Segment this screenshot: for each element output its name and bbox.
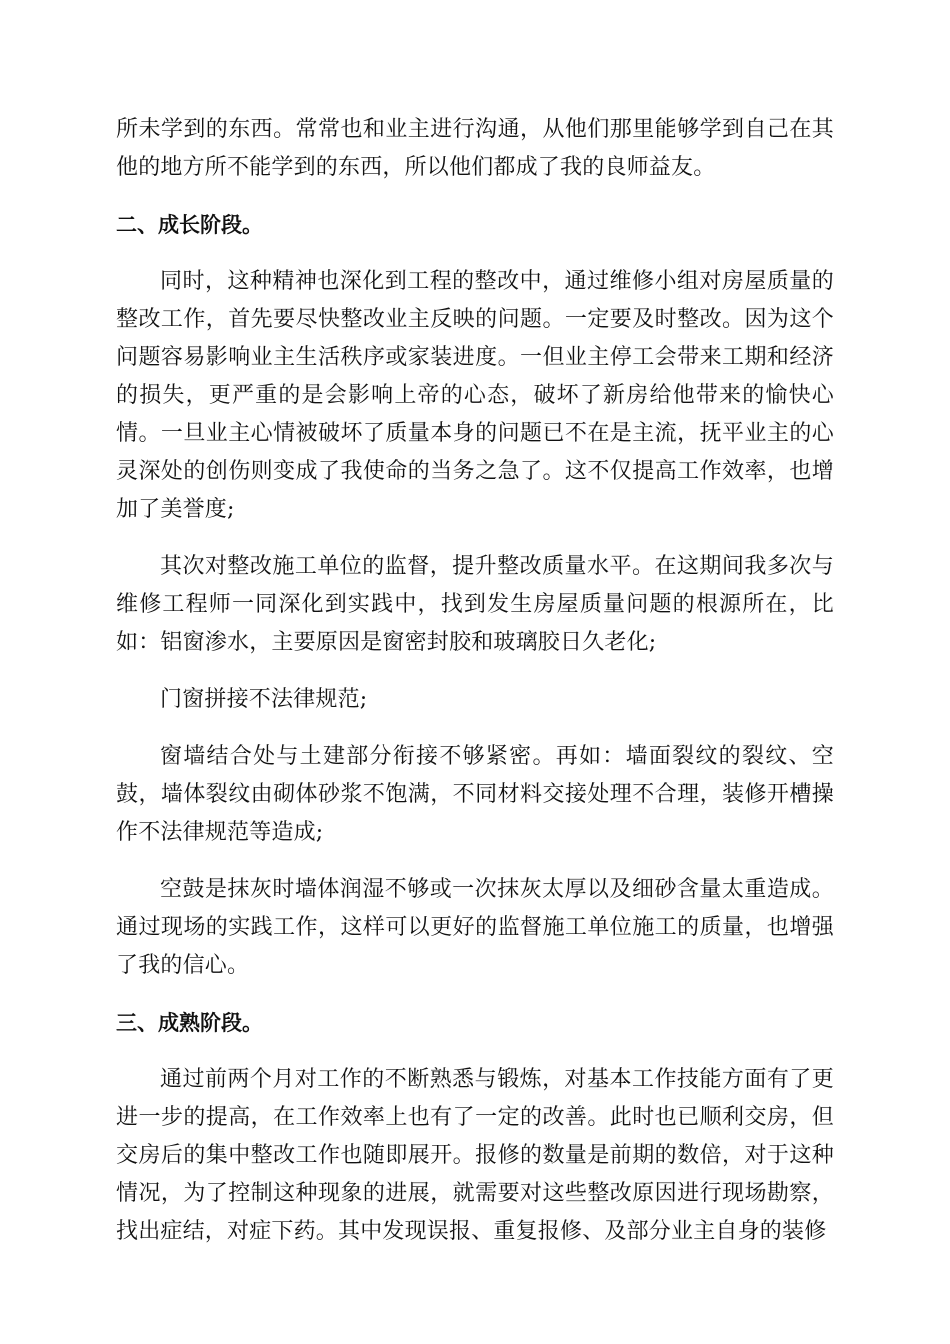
section-heading-mature: 三、成熟阶段。 xyxy=(116,1011,263,1035)
document-page xyxy=(116,111,834,1251)
section-heading-growth: 二、成长阶段。 xyxy=(116,213,263,237)
paragraph-2: 同时，这种精神也深化到工程的整改中，通过维修小组对房屋质量的整改工作，首先要尽快整改业主反映的问题。一定要及时整改。因为这个问题容易影响业主生活秩序或家装进度。一但业主停工会带来工期和经济的损失，更严重的是会影响上帝的心态，破坏了新房给他带来的愉快心情。一旦业主心情被破坏了质量本身的问题已不在是主流，抚平业主的心灵深处的创伤则变成了我使命的当务之急了。这不仅提高工作效率，也增加了美誉度; xyxy=(116,269,834,522)
paragraph-5: 窗墙结合处与土建部分衔接不够紧密。再如：墙面裂纹的裂纹、空鼓，墙体裂纹由砌体砂浆不饱满，不同材料交接处理不合理，装修开槽操作不法律规范等造成; xyxy=(116,744,834,845)
paragraph-7: 通过前两个月对工作的不断熟悉与锻炼，对基本工作技能方面有了更进一步的提高，在工作效率上也有了一定的改善。此时也已顺利交房，但交房后的集中整改工作也随即展开。报修的数量是前期的数倍，对于这种情况，为了控制这种现象的进展，就需要对这些整改原因进行现场勘察，找出症结，对症下药。其中发现误报、重复报修、及部分业主自身的装修 xyxy=(116,1067,834,1244)
paragraph-6: 空鼓是抹灰时墙体润湿不够或一次抹灰太厚以及细砂含量太重造成。通过现场的实践工作，这样可以更好的监督施工单位施工的质量，也增强了我的信心。 xyxy=(116,877,834,978)
paragraph-3: 其次对整改施工单位的监督，提升整改质量水平。在这期间我多次与维修工程师一同深化到实践中，找到发生房屋质量问题的根源所在，比如：铝窗渗水，主要原因是窗密封胶和玻璃胶日久老化; xyxy=(116,554,834,655)
paragraph-4: 门窗拼接不法律规范; xyxy=(160,687,368,712)
paragraph-1: 所未学到的东西。常常也和业主进行沟通，从他们那里能够学到自己在其他的地方所不能学到的东西，所以他们都成了我的良师益友。 xyxy=(116,117,834,180)
